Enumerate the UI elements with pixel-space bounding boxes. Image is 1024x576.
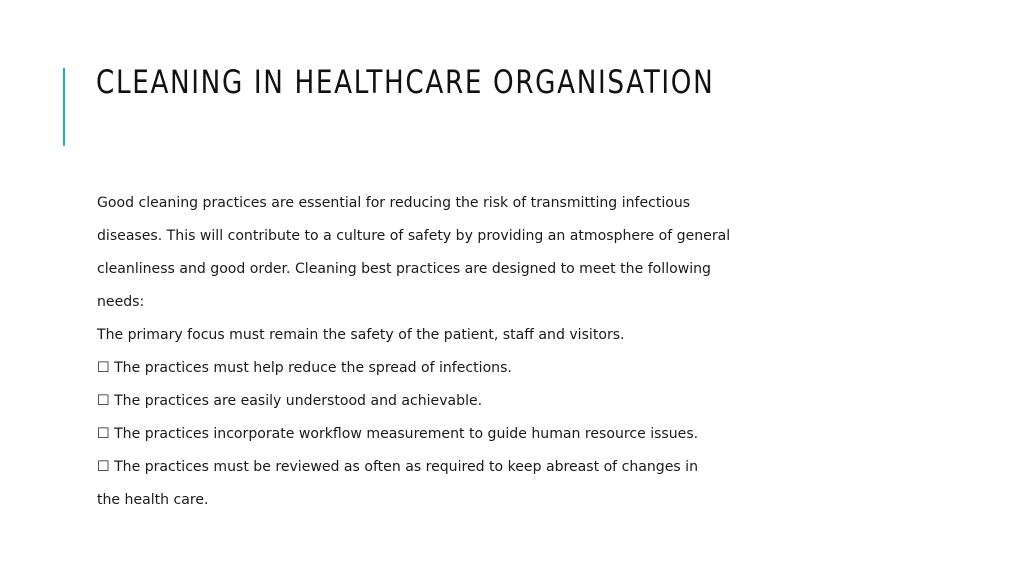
body-line: cleanliness and good order. Cleaning best practices are designed to meet the following bbox=[97, 261, 711, 277]
checkbox-bullet-item: ☐ The practices are easily understood and achievable. bbox=[97, 393, 483, 409]
body-line: Good cleaning practices are essential for reducing the risk of transmitting infectious bbox=[97, 195, 691, 211]
checkbox-bullet-item: ☐ The practices must be reviewed as often as required to keep abreast of changes in bbox=[97, 459, 698, 475]
body-line: diseases. This will contribute to a culture of safety by providing an atmosphere of general bbox=[97, 228, 731, 244]
title-accent-bar bbox=[63, 68, 65, 146]
slide-body bbox=[97, 187, 873, 517]
body-line: needs: bbox=[97, 294, 145, 310]
checkbox-bullet-item: ☐ The practices incorporate workflow measurement to guide human resource issues. bbox=[97, 426, 699, 442]
body-line: the health care. bbox=[97, 492, 209, 508]
slide-title: CLEANING IN HEALTHCARE ORGANISATION bbox=[96, 63, 715, 101]
body-line: The primary focus must remain the safety of the patient, staff and visitors. bbox=[97, 327, 625, 343]
checkbox-bullet-item: ☐ The practices must help reduce the spread of infections. bbox=[97, 360, 512, 376]
